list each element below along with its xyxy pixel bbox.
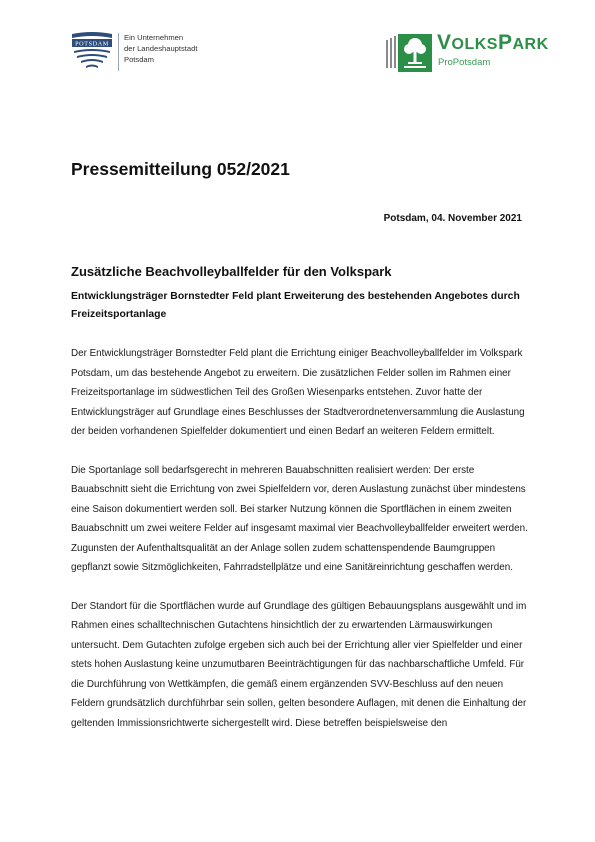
body-paragraph: Der Entwicklungsträger Bornstedter Feld plant die Errichtung einiger Beachvolleyballfelder im Volkspark Potsdam, um das bestehende Angebot zu erweitern. Die zusätzlichen Felder sollen im Rahmen einer Freizeitsportanlage im südwestlichen Teil des Großen Wiesenparks entstehen. Zuvor hatte der Entwicklungsträger auf Grundlage eines Beschlusses der Stadtverordnetenversammlung die Auslastung der beiden vorhandenen Spielfelder dokumentiert und einen Bedarf an weiteren Feldern ermittelt. bbox=[71, 348, 525, 437]
header-divider bbox=[118, 33, 119, 71]
article-body bbox=[71, 344, 533, 752]
page-title: Pressemitteilung 052/2021 bbox=[71, 159, 290, 179]
svg-text:POTSDAM: POTSDAM bbox=[75, 40, 109, 48]
article-subheadline: Entwicklungsträger Bornstedter Feld plant Erweiterung des bestehenden Angebotes durch Freizeitsportanlage bbox=[71, 291, 520, 320]
potsdam-seal-icon bbox=[68, 32, 116, 74]
dateline: Potsdam, 04. November 2021 bbox=[383, 213, 522, 224]
volkspark-tree-icon bbox=[398, 34, 432, 72]
volkspark-subtitle: ProPotsdam bbox=[438, 57, 491, 68]
body-paragraph: Die Sportanlage soll bedarfsgerecht in mehreren Bauabschnitten realisiert werden: Der erste Bauabschnitt sieht die Errichtung von zwei Spielfeldern vor, deren Auslastung zunächst über mindestens eine Saison dokumentiert werden soll. Bei starker Nutzung können die Sportflächen in einem zweiten Bauabschnitt um zwei weitere Felder auf insgesamt maximal vier Beachvolleyballfelder erweitert werden. Zugunsten der Aufenthaltsqualität an der Anlage sollen zudem schattenspendende Baumgruppen gepflanzt sowie Sitzmöglichkeiten, Fahrradstellplätze und eine Sanitäreinrichtung geschaffen werden. bbox=[71, 464, 528, 573]
potsdam-company-text: Ein Unternehmen der Landeshauptstadt Potsdam bbox=[124, 33, 198, 64]
volkspark-logo-text: VOLKSPARK bbox=[437, 31, 549, 54]
article-headline: Zusätzliche Beachvolleyballfelder für den Volkspark bbox=[71, 264, 392, 279]
body-paragraph: Der Standort für die Sportflächen wurde auf Grundlage des gültigen Bebauungsplans ausgewählt und im Rahmen eines schalltechnischen Gutachtens hinsichtlich der zu erwartenden Lärmauswirkungen untersucht. Dem Gutachten zufolge ergeben sich auch bei der Errichtung aller vier Spielfelder und einer stets hohen Auslastung keine unzumutbaren Beeinträchtigungen für das nachbarschaftliche Umfeld. Für die Durchführung von Wettkämpfen, die gemäß einem ergänzenden SVV-Beschluss auf den neuen Feldern grundsätzlich durchführbar sein sollen, gelten besondere Auflagen, mit denen die Einhaltung der geltenden Immissionsrichtwerte sichergestellt wird. Diese betreffen beispielsweise den bbox=[71, 600, 527, 729]
